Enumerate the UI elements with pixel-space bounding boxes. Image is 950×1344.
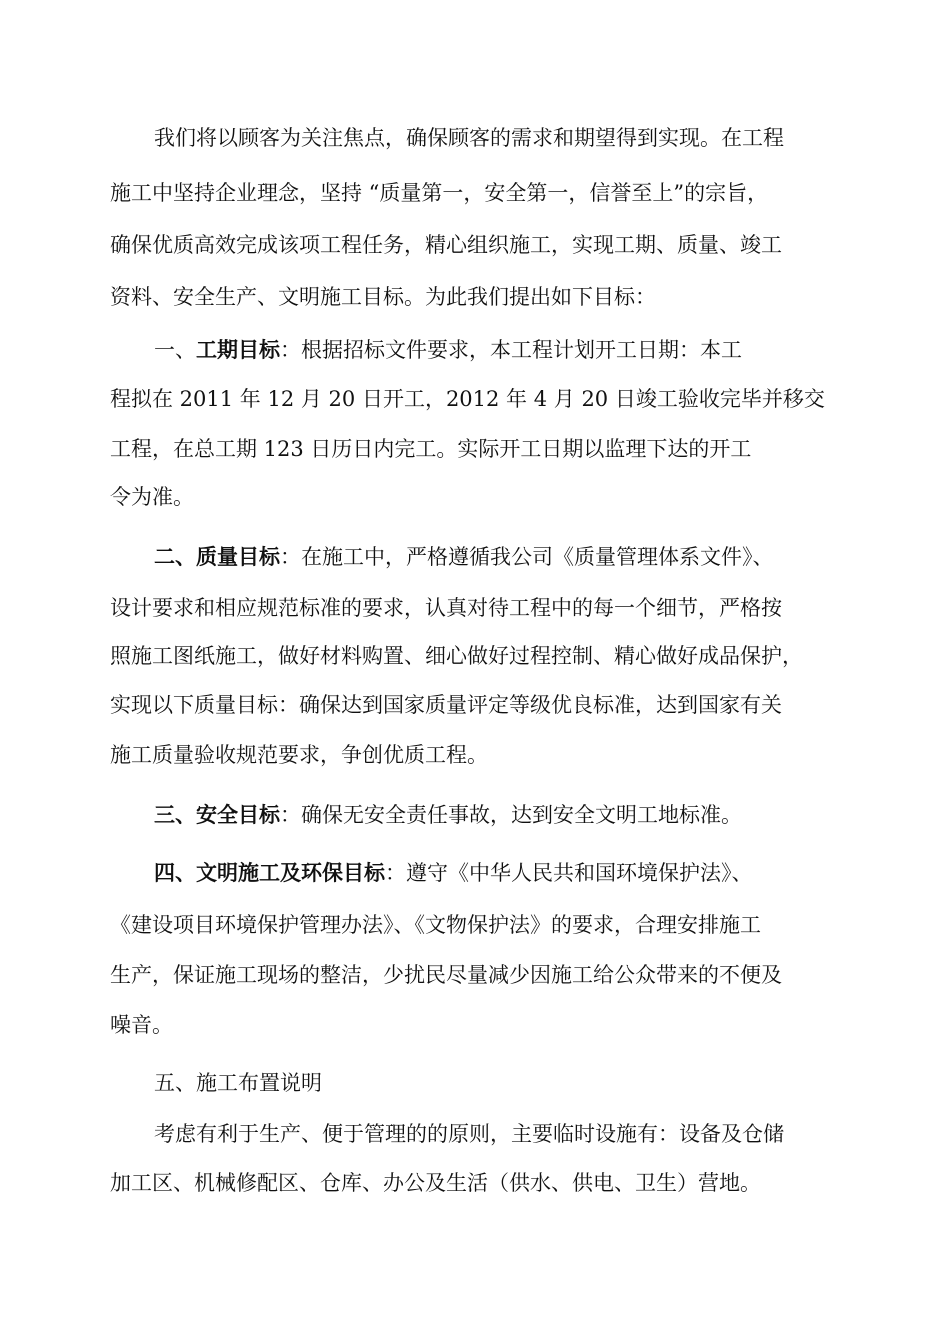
section-4-line-2: 《建设项目环境保护管理办法》、《文物保护法》的要求，合理安排施工 [110, 913, 761, 937]
section-2-line-4: 实现以下质量目标：确保达到国家质量评定等级优良标准，达到国家有关 [110, 693, 782, 717]
section-1-heading: 工期目标 [196, 337, 280, 362]
section-1-text: ：根据招标文件要求，本工程计划开工日期：本工 [280, 338, 742, 362]
section-1-first-line [154, 335, 742, 365]
section-2-line-3: 照施工图纸施工，做好材料购置、细心做好过程控制、精心做好成品保护， [110, 644, 803, 668]
section-3-heading: 三、安全目标 [154, 802, 280, 827]
intro-line-4: 资料、安全生产、文明施工目标。为此我们提出如下目标： [110, 285, 656, 309]
intro-line-3: 确保优质高效完成该项工程任务，精心组织施工，实现工期、质量、竣工 [110, 233, 782, 257]
section-2-heading: 二、质量目标 [154, 544, 280, 569]
section-1-number: 一、 [154, 338, 196, 362]
section-2-line-5: 施工质量验收规范要求，争创优质工程。 [110, 743, 488, 767]
section-5-line-1: 考虑有利于生产、便于管理的的原则，主要临时设施有：设备及仓储 [154, 1122, 784, 1146]
section-2-line-2: 设计要求和相应规范标准的要求，认真对待工程中的每一个细节，严格按 [110, 596, 782, 620]
section-3-first-line [154, 800, 742, 830]
section-4-text: ：遵守《中华人民共和国环境保护法》、 [385, 861, 753, 885]
intro-line-1: 我们将以顾客为关注焦点，确保顾客的需求和期望得到实现。在工程 [154, 126, 784, 150]
section-5-line-2: 加工区、机械修配区、仓库、办公及生活（供水、供电、卫生）营地。 [110, 1171, 761, 1195]
section-5-heading: 五、施工布置说明 [154, 1071, 322, 1095]
section-4-line-4: 噪音。 [110, 1013, 173, 1037]
section-2-text: ：在施工中，严格遵循我公司《质量管理体系文件》、 [280, 545, 774, 569]
section-1-line-3: 工程，在总工期 123 日历日内完工。实际开工日期以监理下达的开工 [110, 437, 752, 461]
section-4-heading: 四、文明施工及环保目标 [154, 860, 385, 885]
section-2-first-line [154, 542, 774, 572]
section-3-text: ：确保无安全责任事故，达到安全文明工地标准。 [280, 803, 742, 827]
section-1-line-2: 程拟在 2011 年 12 月 20 日开工，2012 年 4 月 20 日竣工验收完毕并移交 [110, 387, 825, 411]
section-4-line-3: 生产，保证施工现场的整洁，少扰民尽量减少因施工给公众带来的不便及 [110, 963, 782, 987]
section-1-line-4: 令为准。 [110, 485, 194, 509]
intro-line-2: 施工中坚持企业理念，坚持 “质量第一，安全第一，信誉至上”的宗旨， [110, 181, 769, 205]
section-4-first-line [154, 858, 753, 888]
